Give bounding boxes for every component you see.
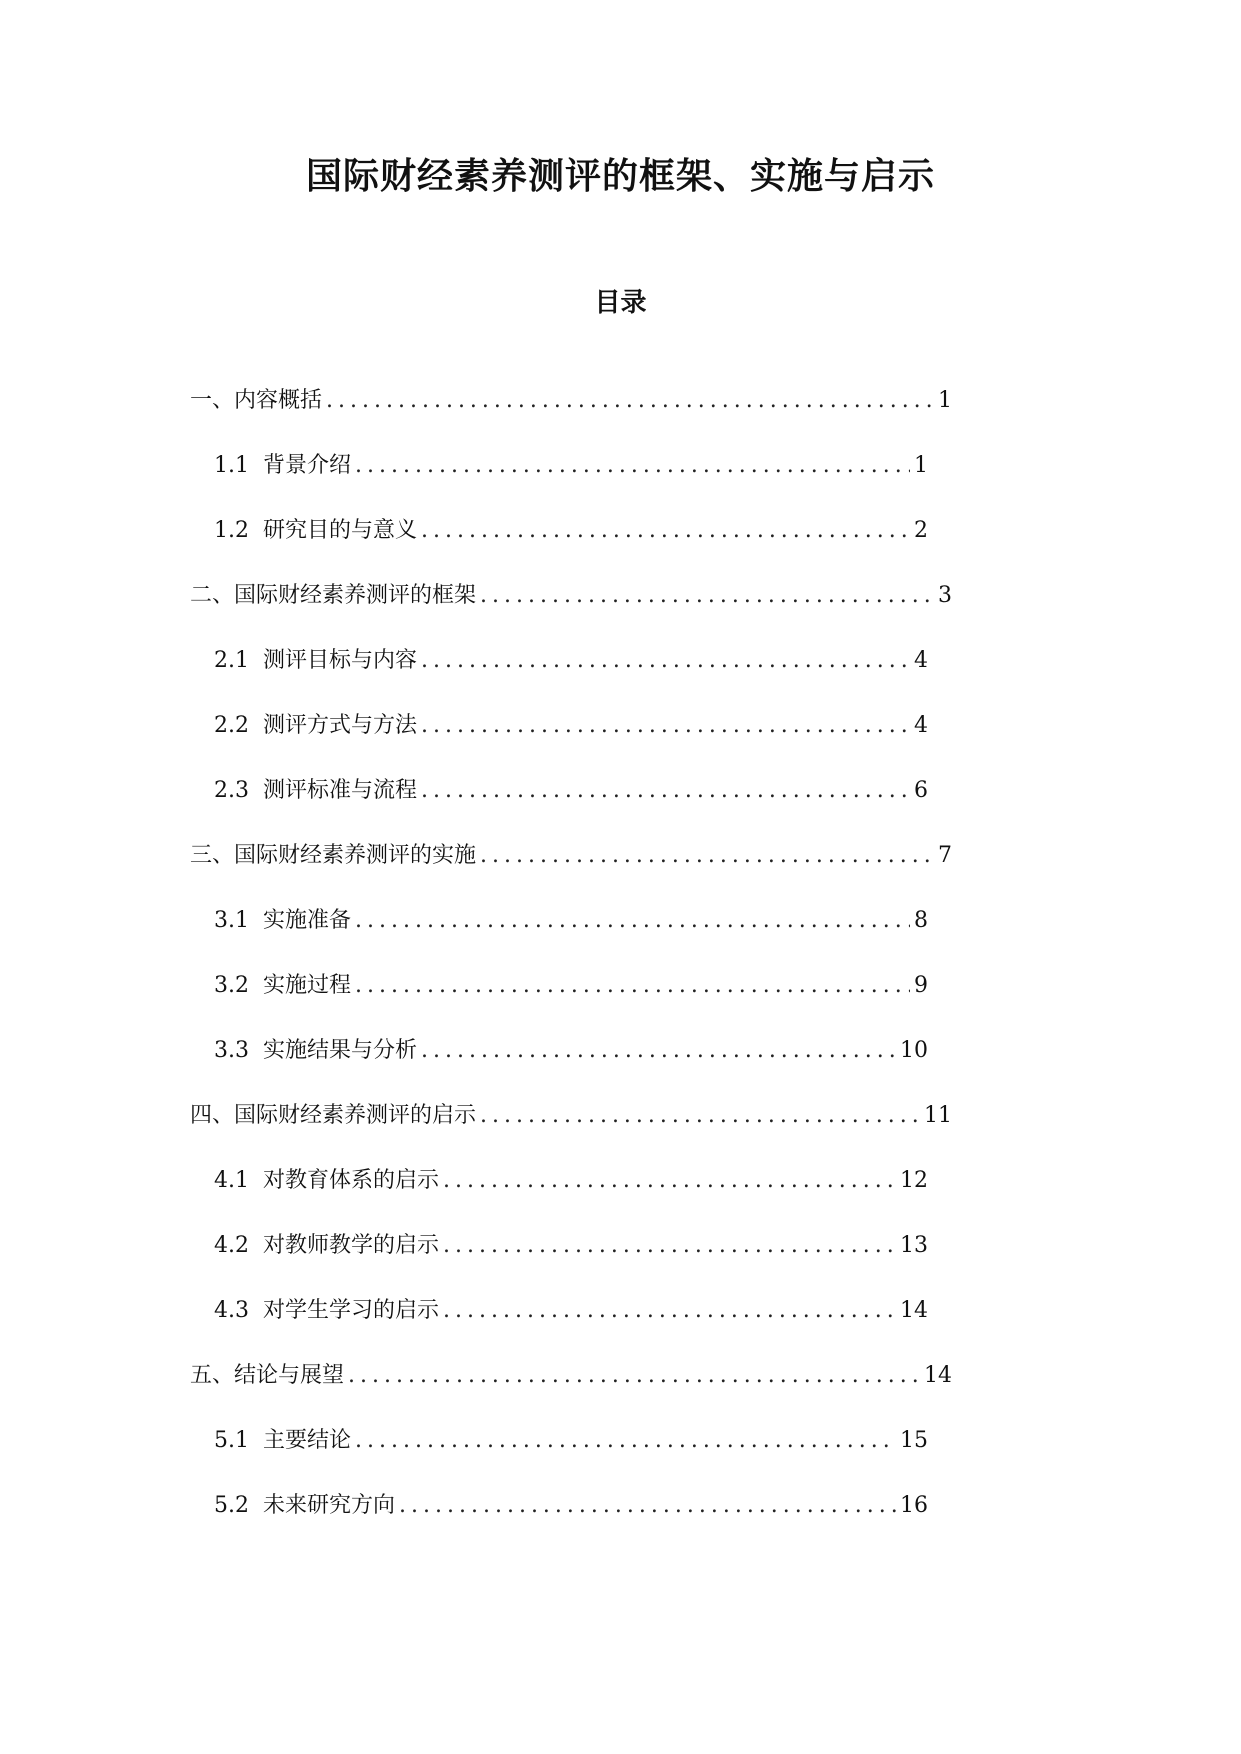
toc-entry-label: 测评方式与方法 xyxy=(263,713,418,738)
toc-entry-number: 2.3 xyxy=(214,778,249,803)
toc-entry-number: 4.1 xyxy=(214,1168,249,1193)
toc-entry-label: 对教育体系的启示 xyxy=(263,1168,440,1193)
toc-entry-page: 9 xyxy=(914,973,928,998)
toc-entry-4-3[interactable] xyxy=(190,1296,928,1361)
toc-entry-label: 主要结论 xyxy=(263,1428,352,1453)
toc-entry-label: 未来研究方向 xyxy=(263,1493,396,1518)
toc-dot-leader xyxy=(355,451,910,481)
toc-entry-label: 实施准备 xyxy=(263,908,352,933)
toc-entry-page: 1 xyxy=(938,388,952,413)
toc-entry-number: 1.2 xyxy=(214,518,249,543)
toc-entry-label: 四、国际财经素养测评的启示 xyxy=(190,1103,477,1128)
toc-entry-page: 3 xyxy=(938,583,952,608)
toc-entry-number: 5.1 xyxy=(214,1428,249,1453)
toc-entry-number: 1.1 xyxy=(214,453,249,478)
toc-dot-leader xyxy=(480,581,934,611)
toc-entry-3-2[interactable] xyxy=(190,971,928,1036)
toc-entry-section-3[interactable] xyxy=(190,841,952,906)
toc-entry-section-5[interactable] xyxy=(190,1361,952,1426)
toc-entry-number: 2.1 xyxy=(214,648,249,673)
table-of-contents xyxy=(190,386,950,1556)
toc-entry-number: 3.1 xyxy=(214,908,249,933)
toc-entry-page: 2 xyxy=(914,518,928,543)
toc-entry-number: 3.3 xyxy=(214,1038,249,1063)
toc-entry-page: 7 xyxy=(938,843,952,868)
toc-entry-page: 11 xyxy=(924,1103,952,1128)
toc-dot-leader xyxy=(421,646,910,676)
toc-entry-label: 二、国际财经素养测评的框架 xyxy=(190,583,477,608)
toc-dot-leader xyxy=(399,1491,896,1521)
toc-entry-page: 4 xyxy=(914,713,928,738)
toc-entry-5-2[interactable] xyxy=(190,1491,928,1556)
toc-entry-page: 14 xyxy=(924,1363,952,1388)
toc-dot-leader xyxy=(355,971,910,1001)
toc-entry-2-1[interactable] xyxy=(190,646,928,711)
toc-dot-leader xyxy=(355,1426,896,1456)
toc-entry-page: 15 xyxy=(900,1428,928,1453)
toc-entry-number: 3.2 xyxy=(214,973,249,998)
toc-dot-leader xyxy=(480,841,934,871)
toc-entry-label: 对教师教学的启示 xyxy=(263,1233,440,1258)
toc-entry-page: 14 xyxy=(900,1298,928,1323)
toc-entry-label: 背景介绍 xyxy=(263,453,352,478)
toc-dot-leader xyxy=(443,1296,896,1326)
toc-dot-leader xyxy=(355,906,910,936)
toc-entry-1-2[interactable] xyxy=(190,516,928,581)
toc-dot-leader xyxy=(443,1231,896,1261)
toc-entry-3-3[interactable] xyxy=(190,1036,928,1101)
toc-entry-page: 8 xyxy=(914,908,928,933)
toc-dot-leader xyxy=(421,516,910,546)
toc-entry-2-2[interactable] xyxy=(190,711,928,776)
toc-dot-leader xyxy=(421,776,910,806)
toc-entry-number: 5.2 xyxy=(214,1493,249,1518)
toc-entry-page: 4 xyxy=(914,648,928,673)
toc-heading: 目录 xyxy=(594,288,647,318)
toc-dot-leader xyxy=(480,1101,920,1131)
toc-dot-leader xyxy=(421,711,910,741)
toc-dot-leader xyxy=(326,386,934,416)
toc-entry-2-3[interactable] xyxy=(190,776,928,841)
toc-entry-label: 实施结果与分析 xyxy=(263,1038,418,1063)
toc-entry-label: 对学生学习的启示 xyxy=(263,1298,440,1323)
toc-entry-label: 一、内容概括 xyxy=(190,388,323,413)
document-title: 国际财经素养测评的框架、实施与启示 xyxy=(305,155,935,197)
toc-entry-4-1[interactable] xyxy=(190,1166,928,1231)
toc-entry-page: 1 xyxy=(914,453,928,478)
toc-dot-leader xyxy=(421,1036,896,1066)
toc-entry-label: 三、国际财经素养测评的实施 xyxy=(190,843,477,868)
toc-entry-page: 10 xyxy=(900,1038,928,1063)
toc-entry-page: 12 xyxy=(900,1168,928,1193)
toc-entry-page: 6 xyxy=(914,778,928,803)
toc-entry-page: 16 xyxy=(900,1493,928,1518)
toc-entry-label: 测评标准与流程 xyxy=(263,778,418,803)
toc-entry-5-1[interactable] xyxy=(190,1426,928,1491)
toc-entry-label: 五、结论与展望 xyxy=(190,1363,345,1388)
toc-entry-section-2[interactable] xyxy=(190,581,952,646)
toc-entry-4-2[interactable] xyxy=(190,1231,928,1296)
toc-entry-label: 实施过程 xyxy=(263,973,352,998)
toc-dot-leader xyxy=(443,1166,896,1196)
toc-entry-label: 测评目标与内容 xyxy=(263,648,418,673)
toc-entry-number: 2.2 xyxy=(214,713,249,738)
toc-entry-3-1[interactable] xyxy=(190,906,928,971)
toc-entry-number: 4.2 xyxy=(214,1233,249,1258)
toc-dot-leader xyxy=(348,1361,920,1391)
toc-entry-number: 4.3 xyxy=(214,1298,249,1323)
toc-entry-1-1[interactable] xyxy=(190,451,928,516)
toc-entry-label: 研究目的与意义 xyxy=(263,518,418,543)
toc-entry-section-4[interactable] xyxy=(190,1101,952,1166)
toc-entry-page: 13 xyxy=(900,1233,928,1258)
toc-entry-section-1[interactable] xyxy=(190,386,952,451)
